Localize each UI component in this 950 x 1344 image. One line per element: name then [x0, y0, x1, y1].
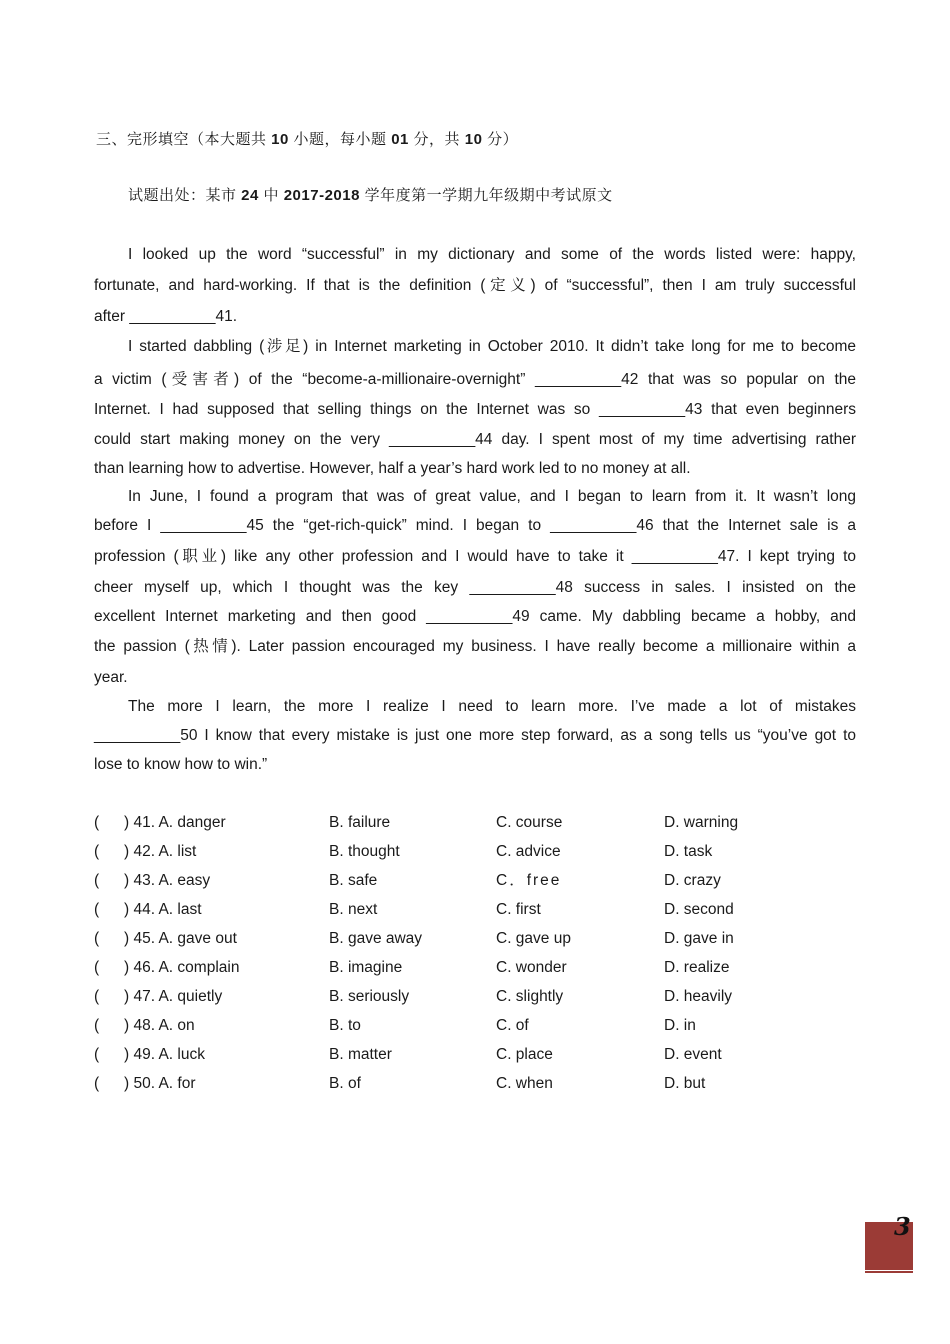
question-count: 10 [271, 131, 289, 148]
passage-line: than learning how to advertise. However, half a year’s hard work led to no money at all. [94, 460, 691, 477]
passage-line: a victim (受害者) of the “become-a-millionaire-overnight” __________42 that was so popular on the [94, 371, 856, 388]
option-c: C. first [496, 901, 541, 918]
passage-line: fortunate, and hard-working. If that is the definition (定义) of “successful”, then I am truly successful [94, 277, 856, 294]
option-c: C. place [496, 1046, 553, 1063]
option-b: B. to [329, 1017, 361, 1034]
school-number: 24 [241, 187, 259, 204]
option-d: D. second [664, 901, 734, 918]
page-number-underline [865, 1271, 913, 1273]
answer-paren: ( [94, 872, 100, 889]
option-a: ) 46. A. complain [124, 959, 240, 976]
answer-paren: ( [94, 814, 100, 831]
source-text: 试题出处：某市 [128, 187, 242, 204]
section-title-text: 三、完形填空（本大题共 [96, 131, 272, 148]
option-a: ) 48. A. on [124, 1017, 195, 1034]
option-c: C. course [496, 814, 563, 831]
option-a: ) 41. A. danger [124, 814, 226, 831]
answer-paren: ( [94, 1046, 100, 1063]
option-c: C. when [496, 1075, 553, 1092]
option-d: D. gave in [664, 930, 734, 947]
school-years: 2017-2018 [283, 187, 360, 204]
section-title-text: 小题，每小题 [288, 131, 392, 148]
passage-line: I started dabbling (涉足) in Internet marketing in October 2010. It didn’t take long for me to become [128, 338, 856, 355]
option-a: ) 44. A. last [124, 901, 202, 918]
option-c: C. advice [496, 843, 561, 860]
option-d: D. in [664, 1017, 696, 1034]
option-b: B. matter [329, 1046, 392, 1063]
option-b: B. of [329, 1075, 361, 1092]
passage-line: The more I learn, the more I realize I need to learn more. I’ve made a lot of mistakes [128, 698, 856, 715]
passage-line: could start making money on the very __________44 day. I spent most of my time advertising rather [94, 431, 856, 448]
passage-line: excellent Internet marketing and then good __________49 came. My dabbling became a hobby, and [94, 608, 856, 625]
option-c: C. slightly [496, 988, 564, 1005]
points-each: 01 [391, 131, 409, 148]
option-d: D. task [664, 843, 713, 860]
passage-line: lose to know how to win.” [94, 756, 268, 773]
passage-line: Internet. I had supposed that selling things on the Internet was so __________43 that even beginners [94, 401, 856, 418]
passage-line: __________50 I know that every mistake is just one more step forward, as a song tells us “you’ve got to [94, 727, 856, 744]
points-total: 10 [464, 131, 483, 148]
passage-line: profession (职业) like any other profession and I would have to take it __________47. I kept trying to [94, 548, 856, 565]
passage-line: I looked up the word “successful” in my dictionary and some of the words listed were: happy, [128, 246, 856, 263]
answer-paren: ( [94, 1075, 100, 1092]
answer-paren: ( [94, 959, 100, 976]
option-a: ) 45. A. gave out [124, 930, 237, 947]
option-d: D. warning [664, 814, 739, 831]
passage-line: cheer myself up, which I thought was the key __________48 success in sales. I insisted on the [94, 579, 856, 596]
passage-line: In June, I found a program that was of great value, and I began to learn from it. It wasn’t long [128, 488, 856, 505]
answer-paren: ( [94, 930, 100, 947]
option-a: ) 47. A. quietly [124, 988, 223, 1005]
option-b: B. thought [329, 843, 400, 860]
answer-paren: ( [94, 1017, 100, 1034]
option-b: B. next [329, 901, 378, 918]
answer-paren: ( [94, 901, 100, 918]
option-a: ) 50. A. for [124, 1075, 196, 1092]
option-d: D. realize [664, 959, 730, 976]
page-number: 3 [894, 1212, 911, 1241]
option-c: C．free [496, 872, 562, 889]
option-d: D. event [664, 1046, 722, 1063]
source-text: 学年度第一学期九年级期中考试原文 [359, 187, 613, 204]
option-a: ) 42. A. list [124, 843, 197, 860]
section-title [96, 128, 518, 149]
option-d: D. but [664, 1075, 706, 1092]
passage-line: before I __________45 the “get-rich-quick” mind. I began to __________46 that the Internet sale is a [94, 517, 856, 534]
answer-paren: ( [94, 843, 100, 860]
option-c: C. wonder [496, 959, 567, 976]
option-a: ) 43. A. easy [124, 872, 211, 889]
option-c: C. of [496, 1017, 529, 1034]
option-b: B. seriously [329, 988, 410, 1005]
option-c: C. gave up [496, 930, 571, 947]
passage-line: year. [94, 669, 128, 686]
option-b: B. gave away [329, 930, 423, 947]
option-d: D. crazy [664, 872, 721, 889]
section-title-text: 分，共 [408, 131, 465, 148]
source-line [128, 184, 613, 205]
answer-paren: ( [94, 988, 100, 1005]
passage-line: the passion (热情). Later passion encouraged my business. I have really become a millionaire within a [94, 638, 856, 655]
option-b: B. failure [329, 814, 391, 831]
option-b: B. safe [329, 872, 378, 889]
option-d: D. heavily [664, 988, 733, 1005]
option-b: B. imagine [329, 959, 403, 976]
option-a: ) 49. A. luck [124, 1046, 205, 1063]
section-title-text: 分） [482, 131, 519, 148]
source-text: 中 [258, 187, 284, 204]
passage-line: after __________41. [94, 308, 238, 325]
